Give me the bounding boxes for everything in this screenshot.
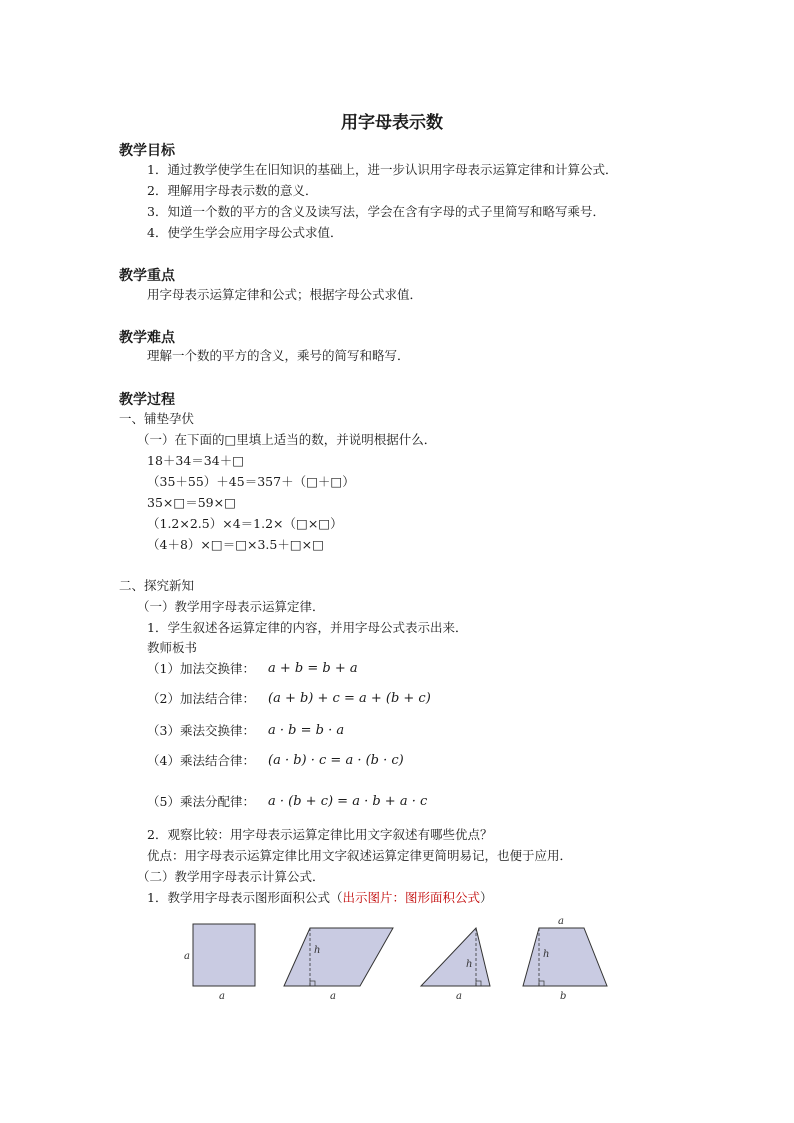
parallelogram-height-label: h [314, 945, 321, 956]
law-formula: a + b = b + a [268, 661, 358, 676]
exercise-line: （35＋55）＋45＝357＋（□＋□） [147, 474, 355, 489]
goal-item: 2．理解用字母表示数的意义． [147, 183, 318, 198]
law-label: （3）乘法交换律： [147, 723, 255, 738]
part2-sub2: （二）教学用字母表示计算公式． [137, 869, 325, 884]
exercise-line: 35×□＝59×□ [147, 495, 236, 510]
square-side-label: a [184, 951, 190, 962]
law-label: （2）加法结合律： [147, 691, 255, 706]
trapezoid-bottom-label: b [560, 991, 567, 1002]
exercise-line: 18＋34＝34＋□ [147, 453, 245, 468]
parallelogram-bottom-label: a [330, 991, 336, 1002]
square-figure [184, 924, 255, 1002]
key-heading: 教学重点 [119, 268, 175, 284]
step3-red-note: 出示图片：图形面积公式 [342, 890, 480, 905]
goal-item: 4．使学生学会应用字母公式求值． [147, 225, 343, 240]
goal-item: 1．通过教学使学生在旧知识的基础上，进一步认识用字母表示运算定律和计算公式． [147, 162, 618, 177]
step3-prefix: 1．教学用字母表示图形面积公式（ [147, 890, 343, 905]
law-formula: (a + b) + c = a + (b + c) [268, 691, 431, 706]
step3-suffix: ） [479, 890, 493, 905]
triangle-figure [421, 928, 490, 1002]
exercise-line: （1.2×2.5）×4＝1.2×（□×□） [147, 516, 343, 531]
difficult-heading: 教学难点 [119, 330, 175, 346]
triangle-height-label: h [466, 959, 473, 970]
key-text: 用字母表示运算定律和公式；根据字母公式求值． [147, 287, 423, 302]
law-label: （4）乘法结合律： [147, 753, 255, 768]
process-heading: 教学过程 [119, 392, 175, 408]
law-formula: a · (b + c) = a · b + a · c [268, 794, 428, 809]
trapezoid-top-label: a [558, 916, 564, 927]
difficult-text: 理解一个数的平方的含义，乘号的简写和略写． [147, 348, 410, 363]
trapezoid-height-label: h [543, 949, 550, 960]
parallelogram-figure [284, 928, 393, 1002]
page-title: 用字母表示数 [341, 113, 443, 133]
part2-sub1: （一）教学用字母表示运算定律． [137, 599, 325, 614]
exercise-line: （4＋8）×□＝□×3.5＋□×□ [147, 537, 324, 552]
part1-sub: （一）在下面的□里填上适当的数，并说明根据什么． [137, 432, 437, 447]
trapezoid-figure [523, 916, 607, 1002]
law-label: （5）乘法分配律： [147, 794, 255, 809]
part2-step1: 1．学生叙述各运算定律的内容，并用字母公式表示出来． [147, 620, 468, 635]
law-label: （1）加法交换律： [147, 661, 255, 676]
advantage-text: 优点：用字母表示运算定律比用文字叙述运算定律更简明易记，也便于应用． [147, 848, 573, 863]
law-formula: (a · b) · c = a · (b · c) [268, 753, 404, 768]
triangle-bottom-label: a [456, 991, 462, 1002]
part2-title: 二、探究新知 [119, 578, 195, 593]
part2-step2: 2．观察比较：用字母表示运算定律比用文字叙述有哪些优点？ [147, 827, 493, 842]
law-formula: a · b = b · a [268, 723, 345, 738]
part1-title: 一、铺垫孕伏 [119, 411, 195, 426]
goals-heading: 教学目标 [119, 143, 175, 159]
goal-item: 3．知道一个数的平方的含义及读写法，学会在含有字母的式子里简写和略写乘号． [147, 204, 605, 219]
board-label: 教师板书 [147, 640, 198, 655]
square-bottom-label: a [219, 991, 225, 1002]
